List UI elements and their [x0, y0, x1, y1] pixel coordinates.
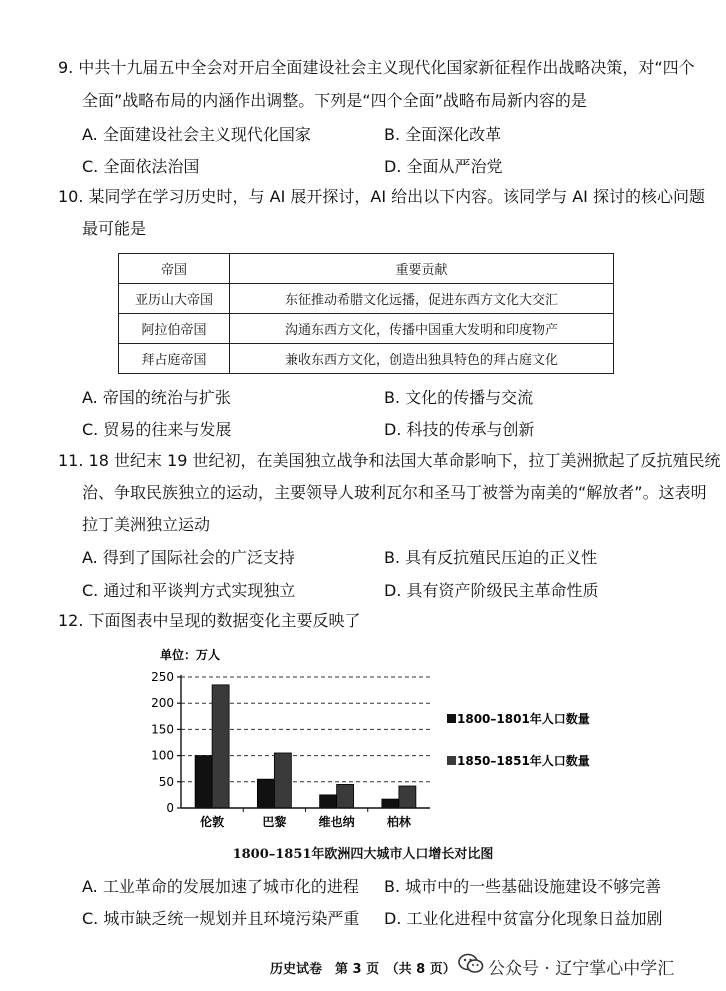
y-tick-label: 250: [151, 670, 174, 684]
q11-stem-line2: 治、争取民族独立的运动，主要领导人玻利瓦尔和圣马丁被誉为南美的“解放者”。这表明: [82, 483, 707, 502]
q10-stem-line2: 最可能是: [82, 219, 147, 238]
bar-1: [195, 756, 212, 808]
y-tick-label: 100: [151, 748, 174, 763]
legend-label: 1850–1851年人口数量: [457, 754, 590, 768]
q9-option-b[interactable]: B. 全面深化改革: [384, 125, 502, 144]
q12-option-a[interactable]: A. 工业革命的发展加速了城市化的进程: [82, 877, 359, 896]
q12-option-c[interactable]: C. 城市缺乏统一规划并且环境污染严重: [82, 909, 360, 928]
chart-unit-label: 单位：万人: [160, 648, 221, 662]
table-row: [119, 344, 614, 374]
chart-title: 1800–1851年欧洲四大城市人口增长对比图: [232, 847, 494, 862]
table-cell: 亚历山大帝国: [119, 284, 230, 314]
bar-1: [320, 795, 337, 808]
bar-1: [257, 779, 274, 808]
q9-option-c[interactable]: C. 全面依法治国: [82, 157, 200, 176]
q9-option-a[interactable]: A. 全面建设社会主义现代化国家: [82, 125, 311, 144]
table-cell: 东征推动希腊文化远播，促进东西方文化大交汇: [230, 284, 614, 314]
page-footer: 历史试卷 第 3 页 （共 8 页）: [270, 962, 456, 977]
q9-stem-line2: 全面”战略布局的内涵作出调整。下列是“四个全面”战略布局新内容的是: [82, 91, 587, 110]
y-tick-label: 50: [158, 774, 174, 789]
x-tick-label: 柏林: [386, 815, 411, 829]
y-tick-label: 0: [166, 801, 174, 815]
y-tick-label: 150: [151, 722, 174, 737]
q10-stem-line1: 10. 某同学在学习历史时，与 AI 展开探讨，AI 给出以下内容。该同学与 AI 探讨的核心问题: [58, 187, 705, 206]
table-header-contribution: 重要贡献: [230, 254, 614, 284]
x-tick-label: 伦敦: [200, 815, 225, 829]
q10-table: [118, 253, 614, 374]
bar-2: [337, 784, 354, 808]
legend-swatch: [447, 714, 456, 723]
q9-stem-line1: 9. 中共十九届五中全会对开启全面建设社会主义现代化国家新征程作出战略决策，对“四个: [58, 58, 695, 77]
table-cell: 阿拉伯帝国: [119, 314, 230, 344]
y-tick-label: 200: [151, 696, 174, 711]
q12-option-b[interactable]: B. 城市中的一些基础设施建设不够完善: [384, 877, 662, 896]
q11-option-c[interactable]: C. 通过和平谈判方式实现独立: [82, 581, 296, 600]
q10-option-d[interactable]: D. 科技的传承与创新: [384, 420, 535, 439]
q12-stem-line1: 12. 下面图表中呈现的数据变化主要反映了: [58, 611, 361, 630]
x-tick-label: 维也纳: [318, 815, 355, 829]
q10-option-c[interactable]: C. 贸易的往来与发展: [82, 420, 232, 439]
population-bar-chart: [145, 645, 615, 845]
table-row: [119, 314, 614, 344]
q9-option-d[interactable]: D. 全面从严治党: [384, 157, 503, 176]
q11-option-a[interactable]: A. 得到了国际社会的广泛支持: [82, 548, 295, 567]
table-header-row: [119, 254, 614, 284]
bar-2: [274, 753, 291, 808]
bar-2: [212, 685, 229, 808]
bar-2: [399, 786, 416, 808]
table-header-empire: 帝国: [119, 254, 230, 284]
bar-1: [382, 799, 399, 808]
table-row: [119, 284, 614, 314]
table-cell: 兼收东西方文化，创造出独具特色的拜占庭文化: [230, 344, 614, 374]
q11-option-d[interactable]: D. 具有资产阶级民主革命性质: [384, 581, 599, 600]
table-cell: 拜占庭帝国: [119, 344, 230, 374]
q11-stem-line1: 11. 18 世纪末 19 世纪初，在美国独立战争和法国大革命影响下，拉丁美洲掀起了反抗殖民统: [58, 451, 721, 470]
x-tick-label: 巴黎: [262, 815, 287, 829]
q12-option-d[interactable]: D. 工业化进程中贫富分化现象日益加剧: [384, 909, 663, 928]
q11-stem-line3: 拉丁美洲独立运动: [82, 515, 211, 534]
chart-bars: [195, 685, 416, 808]
q11-option-b[interactable]: B. 具有反抗殖民压迫的正义性: [384, 548, 598, 567]
chart-legend: [447, 711, 590, 768]
wechat-icon: [458, 953, 484, 975]
legend-label: 1800–1801年人口数量: [457, 712, 590, 726]
q10-option-b[interactable]: B. 文化的传播与交流: [384, 388, 534, 407]
q10-option-a[interactable]: A. 帝国的统治与扩张: [82, 388, 231, 407]
legend-swatch: [447, 756, 456, 765]
watermark-text: 公众号 · 辽宁掌心中学汇: [488, 959, 675, 979]
table-cell: 沟通东西方文化，传播中国重大发明和印度物产: [230, 314, 614, 344]
